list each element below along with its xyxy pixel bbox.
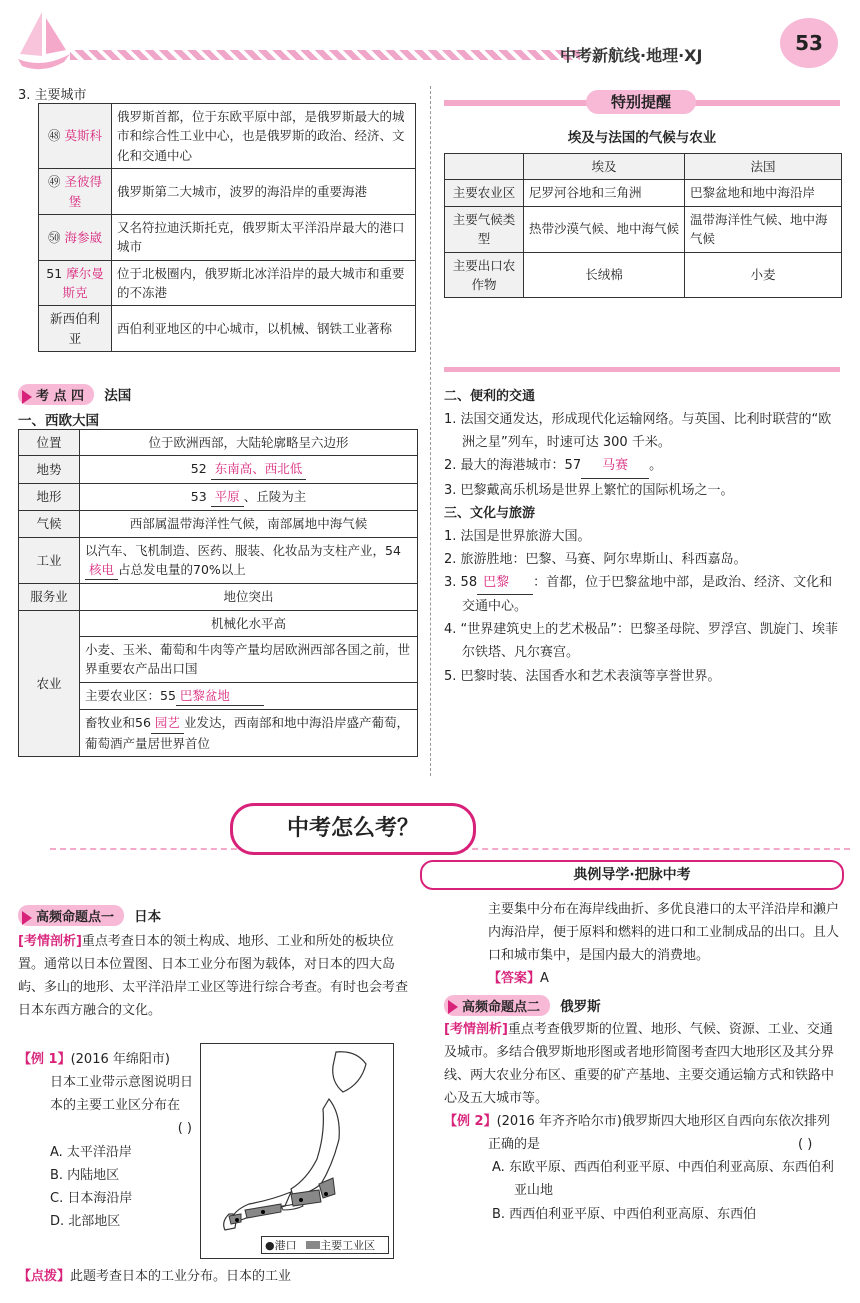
- cell: 尼罗河谷地和三角洲: [524, 180, 685, 206]
- city-table: [38, 103, 416, 352]
- cell: 长绒棉: [524, 252, 685, 298]
- sub3-title: 三、文化与旅游: [444, 505, 536, 521]
- table-row: [445, 154, 842, 180]
- row-label: 工业: [19, 537, 80, 584]
- ex-tag: 【例 1】: [18, 1052, 71, 1067]
- text-line: 1. 法国是世界旅游大国。: [444, 528, 591, 544]
- text: (2016 年齐齐哈尔市)俄罗斯四大地形区自西向东依次排列正确的是: [488, 1114, 830, 1153]
- triangle-icon: [448, 1000, 458, 1014]
- empty-cell: [445, 154, 524, 180]
- tip-header: [444, 92, 840, 114]
- example1: [18, 1048, 198, 1233]
- blank-number: 56: [135, 715, 151, 731]
- table-row: [19, 584, 418, 610]
- triangle-icon: [22, 911, 32, 925]
- col-header: 法国: [685, 154, 842, 180]
- text: 3.: [444, 575, 461, 590]
- text: (2016 年绵阳市): [70, 1052, 170, 1067]
- point1-heading: [18, 905, 161, 926]
- text: 重点考查日本的领土构成、地形、工业和所处的板块位置。通常以日本位置图、日本工业分布图为载体，对日本的四大岛屿、多山的地形、太平洋沿岸工业区等进行综合考查。有时也会考查日本东西方融合的文化。: [18, 934, 409, 1019]
- cell: 巴黎盆地和地中海沿岸: [685, 180, 842, 206]
- cell: 温带海洋性气候、地中海气候: [685, 206, 842, 252]
- blank-number: 54: [385, 542, 401, 558]
- triangle-icon: [22, 390, 32, 404]
- text: 此题考查日本的工业分布。日本的工业: [70, 1269, 292, 1284]
- point-label: 高频命题点一: [36, 910, 115, 925]
- legend-port: 港口: [274, 1239, 297, 1252]
- table-row: [19, 511, 418, 537]
- point2-heading: [444, 995, 842, 1016]
- analysis-tag: [考情剖析]: [18, 934, 82, 949]
- row-label: 位置: [19, 430, 80, 456]
- table-row: [19, 456, 418, 483]
- cell: 小麦: [685, 252, 842, 298]
- ship-logo-icon: [8, 4, 78, 74]
- row-label: 地势: [19, 456, 80, 483]
- table-row: [39, 169, 416, 215]
- row-value: 小麦、玉米、葡萄和牛肉等产量均居欧洲西部各国之前，世界重要农产品出口国: [80, 637, 418, 683]
- text: 2. 最大的海港城市：: [444, 458, 565, 474]
- page-header: [0, 0, 860, 80]
- point-badge: [18, 905, 124, 926]
- table-row: [39, 214, 416, 260]
- row-label: 地形: [19, 483, 80, 510]
- table-row: [445, 206, 842, 252]
- row-value: [80, 537, 418, 584]
- table-row: [445, 252, 842, 298]
- ex-tag: 【例 2】: [444, 1114, 497, 1129]
- blank-number: 53: [190, 488, 207, 504]
- row-value: 位于欧洲西部，大陆轮廓略呈六边形: [80, 430, 418, 456]
- map-legend: [261, 1236, 389, 1254]
- row-value: [80, 483, 418, 510]
- page-number: 53: [780, 18, 838, 68]
- row-label: 气候: [19, 511, 80, 537]
- row-value: [80, 456, 418, 483]
- fill-answer: 巴黎: [477, 571, 533, 595]
- fill-answer: 马赛: [581, 454, 649, 478]
- blank-number: 51: [46, 265, 63, 281]
- dianbo: [18, 1265, 428, 1288]
- zone-swatch-icon: [306, 1241, 320, 1249]
- option[interactable]: A. 太平洋沿岸: [50, 1144, 132, 1160]
- answer-tag: 【答案】: [488, 971, 541, 987]
- option[interactable]: C. 日本海沿岸: [50, 1190, 133, 1206]
- row-value: 西部属温带海洋性气候，南部属地中海气候: [80, 511, 418, 537]
- cell: 热带沙漠气候、地中海气候: [524, 206, 685, 252]
- text-line: 4. “世界建筑史上的艺术极品”：巴黎圣母院、罗浮宫、凯旋门、埃菲尔铁塔、凡尔赛宫。: [444, 622, 839, 661]
- port-dot-icon: ●: [265, 1239, 275, 1252]
- text: 重点考查俄罗斯的位置、地形、气候、资源、工业、交通及城市。多结合俄罗斯地形图或者地形简图考查四大地形区及其分界线、两大农业分布区、重要的矿产基地、主要交通运输方式和铁路中心及五大城市等。: [444, 1021, 835, 1106]
- fill-answer: 平原: [211, 487, 244, 507]
- sub1-title: 一、西欧大国: [18, 413, 99, 429]
- text: 以汽车、飞机制造、医药、服装、化妆品为支柱产业，: [85, 542, 386, 558]
- row-label: 农业: [19, 610, 80, 756]
- city-desc: 西伯利亚地区的中心城市，以机械、钢铁工业著称: [112, 306, 416, 352]
- option[interactable]: B. 西西伯利亚平原、中西伯利亚高原、东西伯: [492, 1206, 757, 1222]
- compare-table: [444, 153, 842, 298]
- city-desc: 位于北极圈内，俄罗斯北冰洋沿岸的最大城市和重要的不冻港: [112, 260, 416, 306]
- table-row: [19, 610, 418, 636]
- answer-paren: ( ): [177, 1121, 192, 1137]
- point1-analysis: [18, 930, 416, 1023]
- text-line: 2. 旅游胜地：巴黎、马赛、阿尔卑斯山、科西嘉岛。: [444, 551, 747, 567]
- tip-subtitle: 埃及与法国的气候与农业: [567, 130, 717, 146]
- kaodian4-title: 法国: [104, 388, 132, 404]
- blank-number: 57: [564, 458, 582, 474]
- text-line: 1. 法国交通发达，形成现代化运输网络。与英国、比利时联营的“欧洲之星”列车，时速可达 300 千米。: [444, 412, 832, 451]
- section3-title: 3. 主要城市: [18, 88, 87, 103]
- text-line: [444, 571, 842, 618]
- table-row: [19, 537, 418, 584]
- france-table: [18, 429, 418, 757]
- option[interactable]: B. 内陆地区: [50, 1167, 120, 1183]
- blank-number: 52: [190, 461, 207, 477]
- kaodian-label: 考 点 四: [36, 389, 85, 404]
- text-line: 3. 巴黎戴高乐机场是世界上繁忙的国际机场之一。: [444, 482, 734, 498]
- legend-zone: 主要工业区: [320, 1239, 376, 1252]
- text: 主要农业区：: [85, 687, 161, 703]
- fill-answer: 园艺: [151, 713, 184, 733]
- table-row: [39, 306, 416, 352]
- point1-title: 日本: [134, 909, 162, 925]
- fill-answer: 核电: [85, 560, 118, 580]
- city-desc: 俄罗斯首都，位于东欧平原中部，是俄罗斯最大的城市和综合性工业中心，也是俄罗斯的政治、经济、文化和交通中心: [112, 104, 416, 169]
- ex1-source: [18, 1048, 198, 1071]
- tip-bottom-bar: [444, 367, 840, 372]
- row-value: [80, 710, 418, 757]
- option[interactable]: A. 东欧平原、西西伯利亚平原、中西伯利亚高原、东西伯利亚山地: [492, 1160, 834, 1199]
- option[interactable]: D. 北部地区: [50, 1213, 121, 1229]
- kaodian-badge: [18, 384, 94, 405]
- blank-number: ㊿: [47, 229, 61, 245]
- point-label: 高频命题点二: [462, 999, 541, 1015]
- table-row: [19, 430, 418, 456]
- city-name: 新西伯利亚: [39, 306, 112, 352]
- text: 、丘陵为主: [243, 488, 307, 504]
- sub2-title: 二、便利的交通: [444, 389, 536, 404]
- fill-answer: 东南高、西北低: [211, 459, 307, 479]
- text: 畜牧业和: [85, 715, 136, 731]
- fill-answer: 巴黎盆地: [176, 686, 264, 706]
- ex1-question: 日本工业带示意图说明日本的主要工业区分布在: [50, 1075, 194, 1114]
- city-desc: 又名符拉迪沃斯托克，俄罗斯太平洋沿岸最大的港口城市: [112, 214, 416, 260]
- right-bottom-block: [444, 898, 842, 1226]
- row-label: 服务业: [19, 584, 80, 610]
- row-label: 主要出口农作物: [445, 252, 524, 298]
- text: 。: [649, 458, 663, 474]
- blank-number: 55: [160, 687, 176, 703]
- kaodian4-heading: [18, 384, 131, 405]
- text-line: [444, 454, 842, 478]
- japan-map-icon: [201, 1044, 393, 1234]
- blank-number: ㊽: [47, 128, 61, 144]
- text-line: 5. 巴黎时装、法国香水和艺术表演等享誉世界。: [444, 668, 721, 684]
- row-value: 机械化水平高: [80, 610, 418, 636]
- dianbo-text: [18, 1265, 428, 1288]
- analysis-text: [18, 930, 416, 1023]
- right-text-block: [444, 385, 842, 688]
- analysis-text: [444, 1018, 842, 1111]
- dianbo-tag: 【点拨】: [18, 1269, 71, 1284]
- text: ：首都，位于巴黎盆地中部，是政治、经济、文化和交通中心。: [462, 575, 833, 615]
- city-desc: 俄罗斯第二大城市，波罗的海沿岸的重要海港: [112, 169, 416, 215]
- city-name: 摩尔曼斯克: [62, 265, 104, 300]
- analysis-tag: [考情剖析]: [444, 1021, 508, 1037]
- row-value: 地位突出: [80, 584, 418, 610]
- blank-number: 58: [460, 575, 478, 590]
- tip-title: 特别提醒: [586, 90, 696, 114]
- city-name: 莫斯科: [64, 128, 102, 144]
- row-label: 主要农业区: [445, 180, 524, 206]
- point-badge: [444, 995, 550, 1016]
- row-label: 主要气候类型: [445, 206, 524, 252]
- col-header: 埃及: [524, 154, 685, 180]
- city-name: 圣彼得堡: [64, 174, 102, 209]
- table-row: [19, 483, 418, 510]
- column-divider: [430, 86, 431, 776]
- city-name: 海参崴: [64, 229, 102, 245]
- table-row: [39, 260, 416, 306]
- dianbo-continued: 主要集中分布在海岸线曲折、多优良港口的太平洋沿岸和濑户内海沿岸，便于原料和燃料的进口和工业制成品的出口。且人口和城市集中，是国内最大的消费地。: [488, 902, 840, 964]
- text: 业发达，西南部和地中海沿岸盛产葡萄，葡萄酒产量居世界首位: [85, 715, 409, 751]
- table-row: [445, 180, 842, 206]
- header-title: 中考新航线·地理·XJ: [560, 46, 703, 65]
- banner-title: 中考怎么考？: [230, 803, 476, 855]
- blank-number: ㊾: [47, 174, 61, 190]
- header-stripe: [70, 50, 580, 60]
- japan-industry-map: [200, 1043, 394, 1259]
- banner-subtitle: 典例导学·把脉中考: [420, 860, 844, 890]
- point2-title: 俄罗斯: [560, 998, 601, 1015]
- text: 占总发电量的70%以上: [118, 561, 246, 577]
- answer-value: A: [540, 971, 549, 987]
- table-row: [39, 104, 416, 169]
- answer-line: [444, 967, 842, 990]
- ex2-question: 【例 2】(2016 年齐齐哈尔市)俄罗斯四大地形区自西向东依次排列正确的是 ( ): [444, 1114, 830, 1153]
- row-value: [80, 682, 418, 709]
